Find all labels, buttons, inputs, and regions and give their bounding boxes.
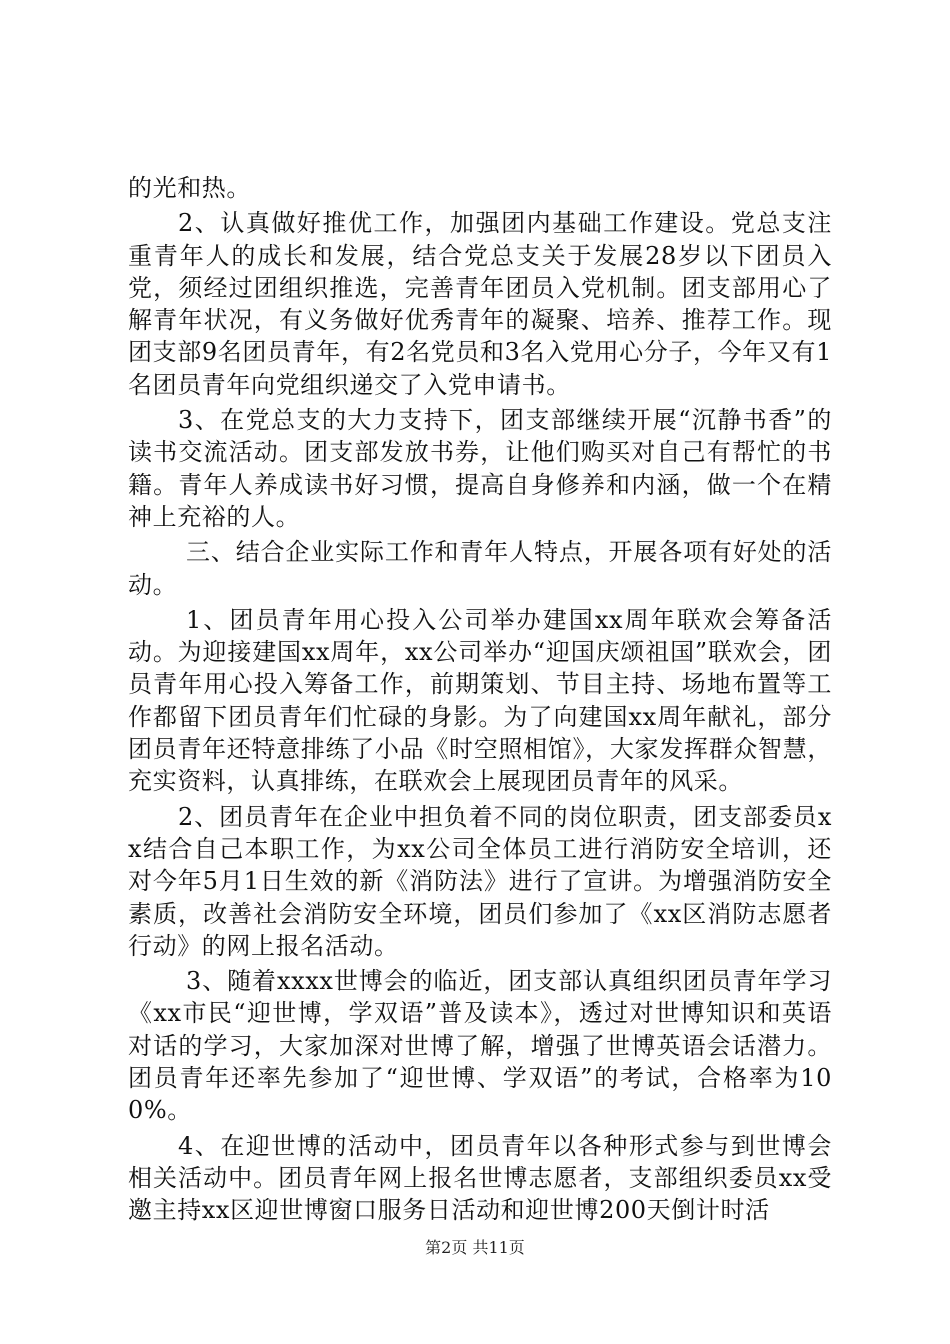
paragraph-item-3-reading: 3、在党总支的大力支持下，团支部继续开展“沉静书香”的读书交流活动。团支部发放书券，让他们购买对自己有帮忙的书籍。青年人养成读书好习惯，提高自身修养和内涵，做一个在精神上充裕的人。: [128, 406, 832, 531]
document-body: [128, 172, 832, 1230]
paragraph-item-1-gala: 1、团员青年用心投入公司举办建国xx周年联欢会筹备活动。为迎接建国xx周年，xx公司举办“迎国庆颂祖国”联欢会，团员青年用心投入筹备工作，前期策划、节目主持、场地布置等工作都留下团员青年们忙碌的身影。为了向建国xx周年献礼，部分团员青年还特意排练了小品《时空照相馆》，大家发挥群众智慧，充实资料，认真排练，在联欢会上展现团员青年的风采。: [128, 605, 832, 796]
paragraph-item-4-volunteer: 4、在迎世博的活动中，团员青年以各种形式参与到世博会相关活动中。团员青年网上报名世博志愿者，支部组织委员xx受邀主持xx区迎世博窗口服务日活动和迎世博200天倒计时活: [128, 1131, 832, 1225]
section-heading-3: 三、结合企业实际工作和青年人特点，开展各项有好处的活动。: [128, 538, 832, 599]
paragraph-item-2-fire-safety: 2、团员青年在企业中担负着不同的岗位职责，团支部委员xx结合自己本职工作，为xx公司全体员工进行消防安全培训，还对今年5月1日生效的新《消防法》进行了宣讲。为增强消防安全素质，改善社会消防安全环境，团员们参加了《xx区消防志愿者行动》的网上报名活动。: [128, 802, 832, 960]
paragraph-item-2-recommendation: 2、认真做好推优工作，加强团内基础工作建设。党总支注重青年人的成长和发展，结合党总支关于发展28岁以下团员入党，须经过团组织推选，完善青年团员入党机制。团支部用心了解青年状况，有义务做好优秀青年的凝聚、培养、推荐工作。现团支部9名团员青年，有2名党员和3名入党用心分子，今年又有1名团员青年向党组织递交了入党申请书。: [128, 209, 832, 399]
page-number-footer: 第2页 共11页: [425, 1238, 525, 1257]
paragraph-item-3-expo: 3、随着xxxx世博会的临近，团支部认真组织团员青年学习《xx市民“迎世博，学双语”普及读本》，透过对世博知识和英语对话的学习，大家加深对世博了解，增强了世博英语会话潜力。团员青年还率先参加了“迎世博、学双语”的考试，合格率为100%。: [128, 967, 832, 1125]
paragraph-continuation: 的光和热。: [128, 174, 251, 202]
